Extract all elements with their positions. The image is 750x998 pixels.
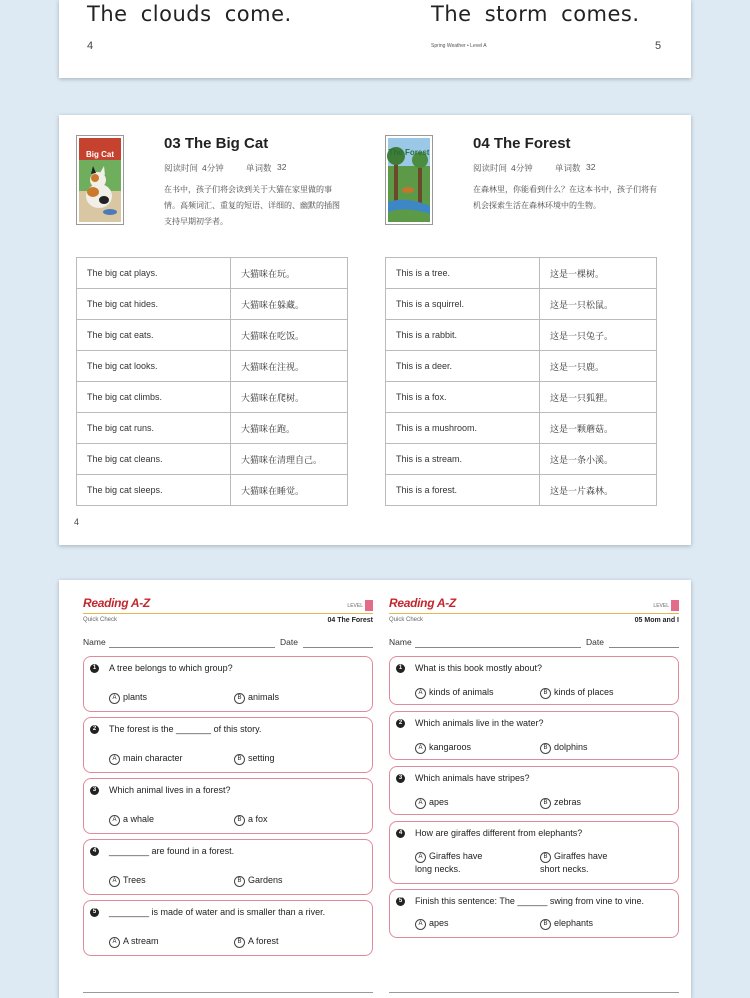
vocab-table-big-cat bbox=[76, 257, 348, 506]
table-row bbox=[77, 258, 348, 289]
left-page-text: The clouds come. bbox=[87, 2, 292, 26]
worksheet-title: 04 The Forest bbox=[327, 617, 373, 624]
option-b-bubble-icon: B bbox=[234, 937, 245, 948]
chinese-translation: 这是一只鹿。 bbox=[540, 351, 657, 382]
reading-time-label: 阅读时间 bbox=[473, 163, 508, 173]
question-text: ________ is made of water and is smaller than a river. bbox=[109, 907, 326, 917]
option-b[interactable]: B zebras bbox=[540, 797, 581, 809]
english-sentence: This is a tree. bbox=[386, 258, 540, 289]
right-page-text: The storm comes. bbox=[431, 2, 640, 26]
chinese-translation: 这是一只狐狸。 bbox=[540, 382, 657, 413]
word-count-label: 单词数 bbox=[555, 163, 581, 173]
chinese-translation: 这是一只兔子。 bbox=[540, 320, 657, 351]
option-a-bubble-icon: A bbox=[415, 919, 426, 930]
option-a[interactable]: A Trees bbox=[109, 875, 146, 887]
option-a-bubble-icon: A bbox=[415, 688, 426, 699]
word-count: 32 bbox=[277, 162, 287, 172]
option-a[interactable]: A main character bbox=[109, 753, 183, 765]
level-badge bbox=[365, 600, 373, 611]
name-field bbox=[109, 647, 275, 648]
table-row bbox=[77, 413, 348, 444]
table-row bbox=[386, 475, 657, 506]
option-a-bubble-icon: A bbox=[415, 798, 426, 809]
option-b[interactable]: B kinds of places bbox=[540, 687, 614, 699]
reading-time-label: 阅读时间 bbox=[164, 163, 199, 173]
question-box bbox=[389, 711, 679, 760]
header-rule bbox=[83, 613, 373, 614]
option-a[interactable]: A kinds of animals bbox=[415, 687, 494, 699]
question-box bbox=[389, 656, 679, 705]
cover-title: The Forest bbox=[388, 148, 430, 157]
question-number: 3 bbox=[396, 774, 405, 783]
chinese-translation: 这是一条小溪。 bbox=[540, 444, 657, 475]
footer-rule bbox=[389, 992, 679, 993]
question-text: How are giraffes different from elephants? bbox=[415, 828, 583, 838]
name-label: Name bbox=[83, 637, 106, 647]
cover-title: Big Cat bbox=[86, 150, 114, 159]
storybook-spread bbox=[59, 0, 691, 78]
option-a[interactable]: A A stream bbox=[109, 936, 159, 948]
worksheet-forest bbox=[83, 580, 373, 998]
book-description: 在森林里，你能看到什么？在这本书中，孩子们将有机会探索生活在森林环境中的生物。 bbox=[473, 185, 657, 210]
question-number: 1 bbox=[90, 664, 99, 673]
question-number: 2 bbox=[396, 719, 405, 728]
book-title: 03 The Big Cat bbox=[164, 135, 269, 152]
chinese-translation: 大猫咪在清理自己。 bbox=[231, 444, 348, 475]
quick-check-label: Quick Check bbox=[389, 617, 424, 623]
option-b-bubble-icon: B bbox=[540, 743, 551, 754]
english-sentence: The big cat plays. bbox=[77, 258, 231, 289]
question-text: Finish this sentence: The ______ swing from vine to vine. bbox=[415, 896, 644, 906]
option-b[interactable]: B elephants bbox=[540, 918, 593, 930]
worksheet-title: 05 Mom and I bbox=[634, 617, 679, 624]
chinese-translation: 大猫咪在注视。 bbox=[231, 351, 348, 382]
name-field bbox=[415, 647, 581, 648]
vocab-table-forest bbox=[385, 257, 657, 506]
option-a-bubble-icon: A bbox=[109, 754, 120, 765]
page-footer: Spring Weather • Level A bbox=[431, 43, 487, 49]
question-text: The forest is the _______ of this story. bbox=[109, 724, 262, 734]
question-box bbox=[83, 900, 373, 956]
option-a[interactable]: A Giraffes have long necks. bbox=[415, 851, 483, 874]
question-text: Which animal lives in a forest? bbox=[109, 785, 231, 795]
english-sentence: The big cat looks. bbox=[77, 351, 231, 382]
question-box bbox=[389, 889, 679, 938]
option-a[interactable]: A apes bbox=[415, 797, 449, 809]
name-label: Name bbox=[389, 637, 412, 647]
question-number: 4 bbox=[90, 847, 99, 856]
option-b[interactable]: B animals bbox=[234, 692, 279, 704]
option-b-bubble-icon: B bbox=[234, 815, 245, 826]
question-text: Which animals have stripes? bbox=[415, 773, 530, 783]
reading-az-logo: Reading A-Z bbox=[389, 596, 456, 610]
question-number: 5 bbox=[90, 908, 99, 917]
reading-time: 4分钟 bbox=[511, 163, 533, 173]
option-b-bubble-icon: B bbox=[234, 754, 245, 765]
question-text: ________ are found in a forest. bbox=[109, 846, 235, 856]
english-sentence: This is a mushroom. bbox=[386, 413, 540, 444]
english-sentence: This is a rabbit. bbox=[386, 320, 540, 351]
option-b-bubble-icon: B bbox=[540, 688, 551, 699]
option-b[interactable]: B dolphins bbox=[540, 742, 588, 754]
table-row bbox=[77, 320, 348, 351]
quick-check-label: Quick Check bbox=[83, 617, 118, 623]
book-title: 04 The Forest bbox=[473, 135, 571, 152]
question-number: 2 bbox=[90, 725, 99, 734]
question-text: Which animals live in the water? bbox=[415, 718, 544, 728]
english-sentence: This is a deer. bbox=[386, 351, 540, 382]
book-cover-forest bbox=[385, 135, 433, 225]
option-a[interactable]: A a whale bbox=[109, 814, 154, 826]
question-box bbox=[389, 821, 679, 884]
level-indicator: LEVEL bbox=[347, 600, 373, 611]
option-b[interactable]: B a fox bbox=[234, 814, 268, 826]
english-sentence: This is a stream. bbox=[386, 444, 540, 475]
worksheet-mom-and-i bbox=[389, 580, 679, 998]
page-number: 4 bbox=[74, 517, 80, 527]
chinese-translation: 大猫咪在跑。 bbox=[231, 413, 348, 444]
reading-az-logo: Reading A-Z bbox=[83, 596, 150, 610]
table-row bbox=[386, 289, 657, 320]
right-page-number: 5 bbox=[655, 40, 662, 52]
option-b[interactable]: B A forest bbox=[234, 936, 279, 948]
book-cover-big-cat bbox=[76, 135, 124, 225]
question-number: 4 bbox=[396, 829, 405, 838]
chinese-translation: 这是一片森林。 bbox=[540, 475, 657, 506]
question-box bbox=[83, 656, 373, 712]
table-row bbox=[77, 444, 348, 475]
table-row bbox=[386, 320, 657, 351]
option-b[interactable]: B Giraffes have short necks. bbox=[540, 851, 608, 874]
english-sentence: This is a fox. bbox=[386, 382, 540, 413]
english-sentence: The big cat eats. bbox=[77, 320, 231, 351]
question-text: What is this book mostly about? bbox=[415, 663, 543, 673]
option-b-bubble-icon: B bbox=[234, 876, 245, 887]
date-field bbox=[303, 647, 373, 648]
word-count-label: 单词数 bbox=[246, 163, 272, 173]
level-badge bbox=[671, 600, 679, 611]
option-b[interactable]: B Gardens bbox=[234, 875, 283, 887]
option-b-bubble-icon: B bbox=[540, 919, 551, 930]
table-row bbox=[77, 289, 348, 320]
question-number: 3 bbox=[90, 786, 99, 795]
option-b-bubble-icon: B bbox=[540, 798, 551, 809]
chinese-translation: 大猫咪在吃饭。 bbox=[231, 320, 348, 351]
chinese-translation: 大猫咪在躲藏。 bbox=[231, 289, 348, 320]
option-b-bubble-icon: B bbox=[234, 693, 245, 704]
chinese-translation: 这是一只松鼠。 bbox=[540, 289, 657, 320]
option-a-bubble-icon: A bbox=[109, 937, 120, 948]
question-box bbox=[389, 766, 679, 815]
chinese-translation: 大猫咪在睡觉。 bbox=[231, 475, 348, 506]
option-a-bubble-icon: A bbox=[415, 743, 426, 754]
english-sentence: This is a squirrel. bbox=[386, 289, 540, 320]
question-number: 5 bbox=[396, 897, 405, 906]
date-label: Date bbox=[586, 637, 604, 647]
book-description: 在书中，孩子们将会读到关于大猫在家里做的事情。高频词汇、重复的短语、详细的、幽默的插图支持早期初学者。 bbox=[164, 185, 340, 226]
english-sentence: The big cat hides. bbox=[77, 289, 231, 320]
question-box bbox=[83, 778, 373, 834]
header-rule bbox=[389, 613, 679, 614]
option-a-bubble-icon: A bbox=[109, 876, 120, 887]
chinese-translation: 这是一棵树。 bbox=[540, 258, 657, 289]
chinese-translation: 大猫咪在爬树。 bbox=[231, 382, 348, 413]
option-a-bubble-icon: A bbox=[415, 852, 426, 863]
question-box bbox=[83, 717, 373, 773]
english-sentence: The big cat runs. bbox=[77, 413, 231, 444]
word-count: 32 bbox=[586, 162, 596, 172]
table-row bbox=[386, 351, 657, 382]
table-row bbox=[386, 413, 657, 444]
english-sentence: The big cat cleans. bbox=[77, 444, 231, 475]
chinese-translation: 这是一颗蘑菇。 bbox=[540, 413, 657, 444]
option-a[interactable]: A plants bbox=[109, 692, 147, 704]
chinese-translation: 大猫咪在玩。 bbox=[231, 258, 348, 289]
left-page-number: 4 bbox=[87, 40, 94, 52]
question-box bbox=[83, 839, 373, 895]
option-a[interactable]: A kangaroos bbox=[415, 742, 471, 754]
table-row bbox=[386, 258, 657, 289]
question-text: A tree belongs to which group? bbox=[109, 663, 233, 673]
table-row bbox=[77, 351, 348, 382]
option-a-bubble-icon: A bbox=[109, 693, 120, 704]
english-sentence: The big cat climbs. bbox=[77, 382, 231, 413]
english-sentence: This is a forest. bbox=[386, 475, 540, 506]
reading-time: 4分钟 bbox=[202, 163, 224, 173]
table-row bbox=[77, 382, 348, 413]
option-b-bubble-icon: B bbox=[540, 852, 551, 863]
table-row bbox=[386, 382, 657, 413]
english-sentence: The big cat sleeps. bbox=[77, 475, 231, 506]
option-b[interactable]: B setting bbox=[234, 753, 275, 765]
book-intro-page bbox=[59, 115, 691, 545]
question-number: 1 bbox=[396, 664, 405, 673]
date-label: Date bbox=[280, 637, 298, 647]
table-row bbox=[77, 475, 348, 506]
option-a-bubble-icon: A bbox=[109, 815, 120, 826]
option-a[interactable]: A apes bbox=[415, 918, 449, 930]
footer-rule bbox=[83, 992, 373, 993]
level-indicator: LEVEL bbox=[653, 600, 679, 611]
date-field bbox=[609, 647, 679, 648]
table-row bbox=[386, 444, 657, 475]
quick-check-worksheets bbox=[59, 580, 691, 998]
